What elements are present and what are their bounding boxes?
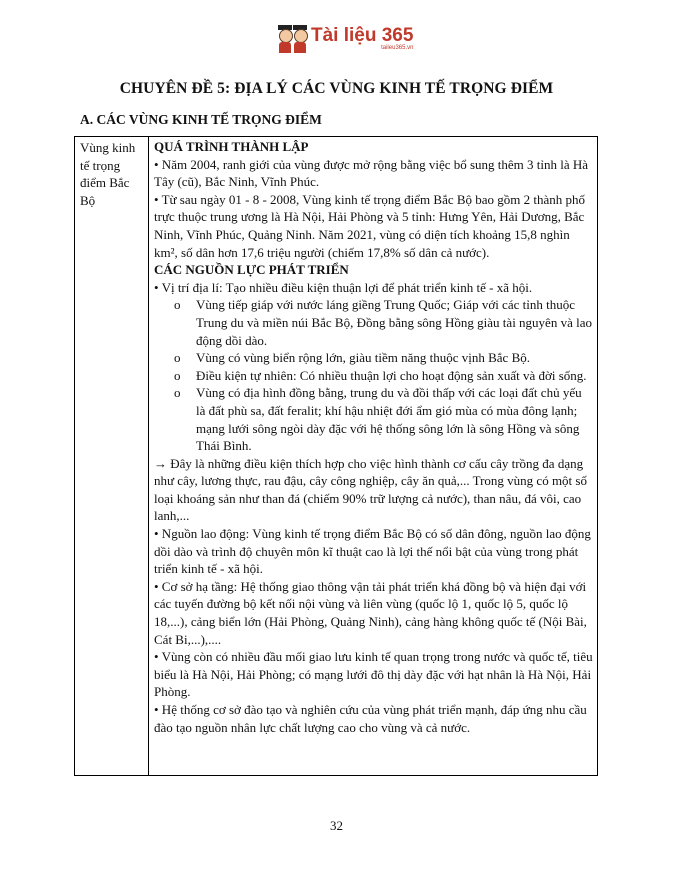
region-name-cell: Vùng kinh tế trọng điểm Bắc Bộ <box>75 137 149 775</box>
paragraph-7: • Vùng còn có nhiều đầu mối giao lưu kinh tế quan trọng trong nước và quốc tế, tiêu biểu là Hà Nội, Hải Phòng; có mạng lưới đô thị dày đặc với hạt nhân là Hà Nội, Hải Phòng. <box>154 649 593 700</box>
paragraph-6: • Cơ sở hạ tầng: Hệ thống giao thông vận tải phát triển khá đồng bộ và hiện đại với các tuyến đường bộ kết nối nội vùng và liên vùng (quốc lộ 1, quốc lộ 5, quốc lộ 18,...), cảng biển lớn (Hải Phòng, Quảng Ninh), cảng hàng không quốc tế (Nội Bài, Cát Bi,...),.... <box>154 578 587 647</box>
page-title: CHUYÊN ĐỀ 5: ĐỊA LÝ CÁC VÙNG KINH TẾ TRỌNG ĐIỂM <box>119 80 554 97</box>
paragraph-5: • Nguồn lao động: Vùng kinh tế trọng điểm Bắc Bộ có số dân đông, nguồn lao động dồi dào và trình độ chuyên môn kĩ thuật cao là lợi thế nổi bật của vùng trong phát triển kinh tế - xã hội. <box>154 526 591 577</box>
paragraph-1: • Năm 2004, ranh giới của vùng được mở rộng bằng việc bổ sung thêm 3 tỉnh là Hà Tây (cũ), Bắc Ninh, Vĩnh Phúc. <box>154 156 589 190</box>
sub-item-2: o Vùng có vùng biển rộng lớn, giàu tiềm năng thuộc vịnh Bắc Bộ. <box>174 350 530 366</box>
section-heading: A. CÁC VÙNG KINH TẾ TRỌNG ĐIỂM <box>80 112 322 127</box>
page-number: 32 <box>330 818 343 833</box>
paragraph-3: • Vị trí địa lí: Tạo nhiều điều kiện thuận lợi để phát triển kinh tế - xã hội. <box>154 279 533 295</box>
heading-establishment: QUÁ TRÌNH THÀNH LẬP <box>154 139 309 154</box>
region-details-cell <box>149 137 597 775</box>
content-table <box>74 136 598 776</box>
site-logo <box>278 20 414 56</box>
logo-graduates-icon <box>278 23 307 53</box>
paragraph-8: • Hệ thống cơ sở đào tạo và nghiên cứu của vùng phát triển mạnh, đáp ứng nhu cầu đào tạo nguồn nhân lực chất lượng cao cho vùng và cả nước. <box>154 702 587 735</box>
paragraph-4: → Đây là những điều kiện thích hợp cho việc hình thành cơ cấu cây trồng đa dạng như cây, lương thực, rau đậu, cây công nghiệp, cây ăn quả,... Trong vùng có một số loại khoáng sản như than đá (chiếm 90% trữ lượng cả nước), than nâu, đá vôi, cao lanh,... <box>154 455 587 524</box>
sub-item-4: o Vùng có địa hình đồng bằng, trung du và đồi thấp với các loại đất chủ yếu là đất phù sa, đất feralit; khí hậu nhiệt đới ẩm gió mùa có mùa đông lạnh; mạng lưới sông ngòi dày đặc với hệ thống sông lớn là sông Hồng và sông Thái Bình. <box>174 385 582 454</box>
sub-item-3: o Điều kiện tự nhiên: Có nhiều thuận lợi cho hoạt động sản xuất và đời sống. <box>174 367 587 383</box>
paragraph-2: • Từ sau ngày 01 - 8 - 2008, Vùng kinh tế trọng điểm Bắc Bộ bao gồm 2 thành phố trực thuộc trung ương là Hà Nội, Hải Phòng và 5 tỉnh: Hưng Yên, Hải Dương, Bắc Ninh, Vĩnh Phúc, Quảng Ninh. Năm 2021, vùng có diện tích khoảng 15,8 nghìn km², số dân hơn 17,6 triệu người (chiếm 17,8% số dân cả nước). <box>154 191 586 260</box>
heading-resources: CÁC NGUỒN LỰC PHÁT TRIỂN <box>154 262 349 278</box>
logo-text: Tài liệu 365 <box>311 24 414 46</box>
sub-item-1: o Vùng tiếp giáp với nước láng giềng Trung Quốc; Giáp với các tỉnh thuộc Trung du và miền núi Bắc Bộ, Đồng bằng sông Hồng giàu tài nguyên và lao động dồi dào. <box>174 297 592 348</box>
logo-subtext: taileu365.vn <box>381 44 414 51</box>
